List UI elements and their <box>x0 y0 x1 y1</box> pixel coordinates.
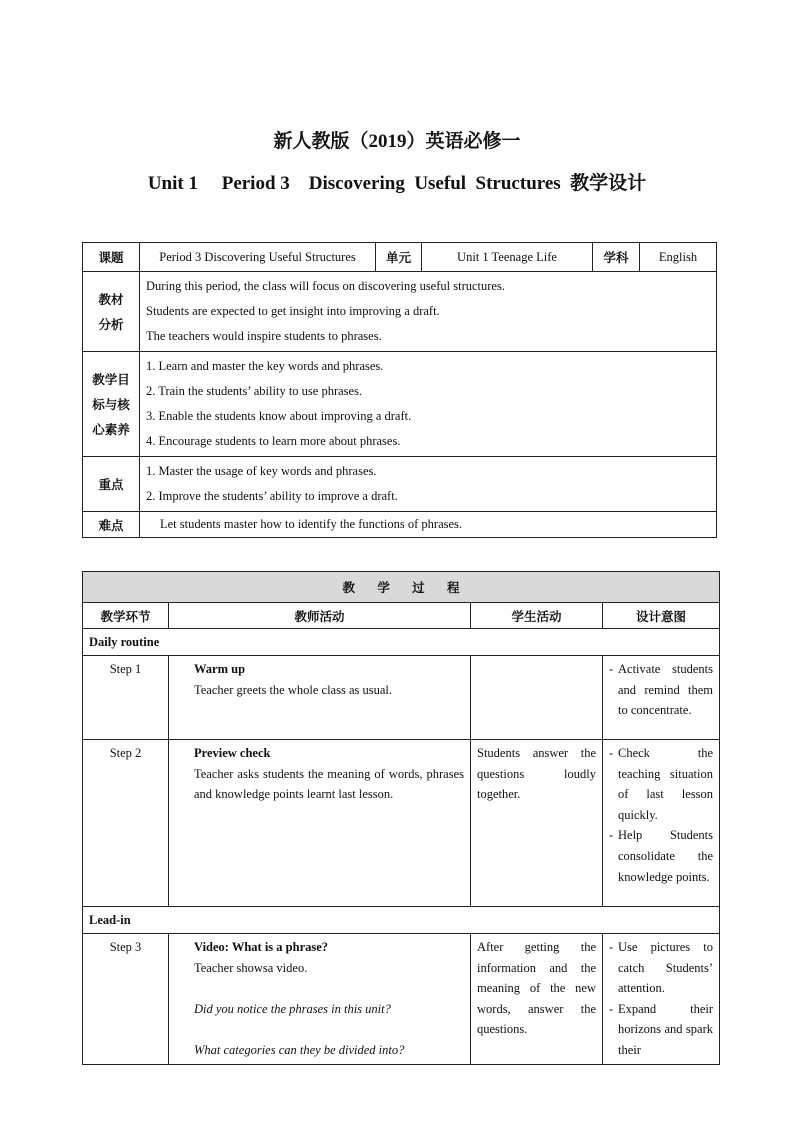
section-title: Daily routine <box>83 629 720 656</box>
column-header: 教师活动 <box>169 603 471 629</box>
activity-text: Teacher showsa video. <box>194 960 308 975</box>
section-row-daily-routine <box>83 629 720 656</box>
objectives-label-line: 教学目 <box>92 371 130 387</box>
spacer <box>194 978 464 999</box>
intent-item: - Check the teaching situation of last lesson quickly. <box>609 743 713 825</box>
info-row-key-points <box>83 457 717 512</box>
key-points-label: 重点 <box>83 457 140 512</box>
activity-title: Warm up <box>194 662 246 676</box>
analysis-line: During this period, the class will focus on discovering useful structures. <box>146 279 505 293</box>
analysis-label-line: 分析 <box>98 316 124 332</box>
step-label: Step 1 <box>83 656 169 740</box>
objectives-label-line: 心素养 <box>92 421 130 437</box>
unit-value: Unit 1 Teenage Life <box>422 243 593 272</box>
info-row-topic <box>83 243 717 272</box>
activity-text: Teacher greets the whole class as usual. <box>194 682 393 697</box>
design-intent <box>603 740 720 907</box>
topic-label: 课题 <box>83 243 140 272</box>
spacer <box>194 1019 464 1040</box>
lesson-info-table <box>82 242 717 538</box>
key-point-line: 1. Master the usage of key words and phrases. <box>146 464 377 478</box>
document-title: 新人教版（2019）英语必修一 <box>273 131 521 152</box>
process-header-row <box>83 603 720 629</box>
design-intent <box>603 656 720 740</box>
teaching-process-table <box>82 571 720 1065</box>
column-header: 设计意图 <box>603 603 720 629</box>
analysis-line: The teachers would inspire students to phrases. <box>146 329 382 343</box>
step-label: Step 2 <box>83 740 169 907</box>
analysis-content <box>140 272 717 352</box>
difficulty-value: Let students master how to identify the functions of phrases. <box>140 512 717 538</box>
activity-text: Teacher asks students the meaning of words, phrases and knowledge points learnt last lesson. <box>194 766 464 802</box>
document-subtitle: Unit 1 Period 3 Discovering Useful Structures 教学设计 <box>147 173 647 194</box>
step-row <box>83 656 720 740</box>
intent-item: - Use pictures to catch Students’ attention. <box>609 937 713 999</box>
step-row <box>83 934 720 1065</box>
intent-item: - Activate students and remind them to concentrate. <box>609 659 713 721</box>
analysis-label-line: 教材 <box>98 291 124 307</box>
unit-label: 单元 <box>376 243 422 272</box>
topic-value: Period 3 Discovering Useful Structures <box>140 243 376 272</box>
teacher-activity <box>169 934 471 1065</box>
objective-line: 2. Train the students’ ability to use phrases. <box>146 384 363 398</box>
objective-line: 4. Encourage students to learn more about phrases. <box>146 434 401 448</box>
section-row-lead-in <box>83 907 720 934</box>
activity-question: What categories can they be divided into? <box>194 1042 405 1057</box>
objective-line: 1. Learn and master the key words and phrases. <box>146 359 384 373</box>
student-activity: Students answer the questions loudly together. <box>471 740 603 907</box>
design-intent <box>603 934 720 1065</box>
column-header: 教学环节 <box>83 603 169 629</box>
teacher-activity <box>169 656 471 740</box>
info-row-objectives <box>83 352 717 457</box>
process-title-row <box>83 572 720 603</box>
intent-item: - Expand their horizons and spark their <box>609 999 713 1061</box>
info-row-difficulty <box>83 512 717 538</box>
key-points-content <box>140 457 717 512</box>
step-row <box>83 740 720 907</box>
difficulty-label: 难点 <box>83 512 140 538</box>
objective-line: 3. Enable the students know about improving a draft. <box>146 409 412 423</box>
student-activity <box>471 656 603 740</box>
key-point-line: 2. Improve the students’ ability to improve a draft. <box>146 489 398 503</box>
objectives-content <box>140 352 717 457</box>
step-label: Step 3 <box>83 934 169 1065</box>
column-header: 学生活动 <box>471 603 603 629</box>
objectives-label-line: 标与核 <box>92 396 130 412</box>
section-title: Lead-in <box>83 907 720 934</box>
process-title: 教 学 过 程 <box>83 572 720 603</box>
intent-item: - Help Students consolidate the knowledge points. <box>609 825 713 887</box>
subject-value: English <box>640 243 717 272</box>
analysis-label <box>83 272 140 352</box>
activity-title: Preview check <box>194 746 271 760</box>
activity-question: Did you notice the phrases in this unit? <box>194 1001 391 1016</box>
info-row-analysis <box>83 272 717 352</box>
student-activity: After getting the information and the meaning of the new words, answer the questions. <box>471 934 603 1065</box>
teacher-activity <box>169 740 471 907</box>
subject-label: 学科 <box>593 243 640 272</box>
objectives-label <box>83 352 140 457</box>
analysis-line: Students are expected to get insight into improving a draft. <box>146 304 440 318</box>
activity-title: Video: What is a phrase? <box>194 940 329 954</box>
